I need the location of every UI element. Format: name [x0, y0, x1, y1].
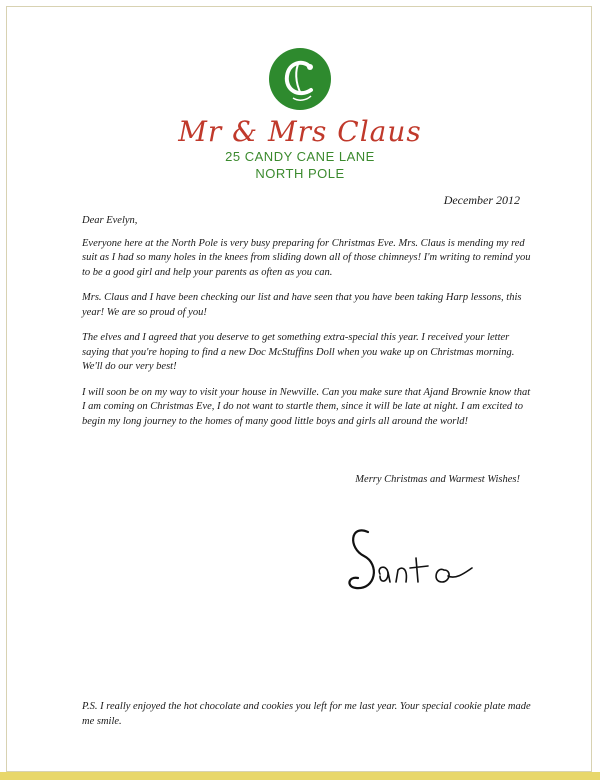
letter-paragraph: Everyone here at the North Pole is very busy preparing for Christmas Eve. Mrs. Claus is mending my red suit as I had so many holes in the knees from sliding down all of those chimneys! I'm writing to remind you to be a good girl and help your parents as often as you can.: [82, 237, 531, 278]
letter-body: [82, 214, 534, 440]
letterhead-address-street: 25 CANDY CANE LANE: [225, 149, 375, 164]
monogram-logo: [269, 48, 331, 110]
letter-paragraph: Mrs. Claus and I have been checking our list and have seen that you have been taking Harp lessons, this year! We are so proud of you!: [82, 292, 522, 318]
letter-closing: Merry Christmas and Warmest Wishes!: [355, 474, 520, 485]
letterhead-address-city: NORTH POLE: [255, 166, 345, 181]
page-bottom-band: [0, 772, 600, 780]
letterhead-title: Mr & Mrs Claus: [178, 115, 422, 148]
postscript: P.S. I really enjoyed the hot chocolate and cookies you left for me last year. Your special cookie plate made me smile.: [82, 701, 531, 727]
letter-paragraph: I will soon be on my way to visit your house in Newville. Can you make sure that Ajand Brownie know that I am coming on Christmas Eve, I do not want to startle them, since it will be late at night. I am excited to begin my long journey to the homes of many good little boys and girls all around the world!: [82, 386, 531, 427]
santa-signature: [340, 510, 480, 605]
letter-date: December 2012: [443, 193, 520, 207]
salutation: Dear Evelyn,: [82, 215, 138, 226]
monogram-c-icon: [269, 48, 331, 110]
letter-paragraph: The elves and I agreed that you deserve to get something extra-special this year. I received your letter saying that you're hoping to find a new Doc McStuffins Doll when you wake up on Christmas morning. We'll do our very best!: [82, 332, 515, 372]
